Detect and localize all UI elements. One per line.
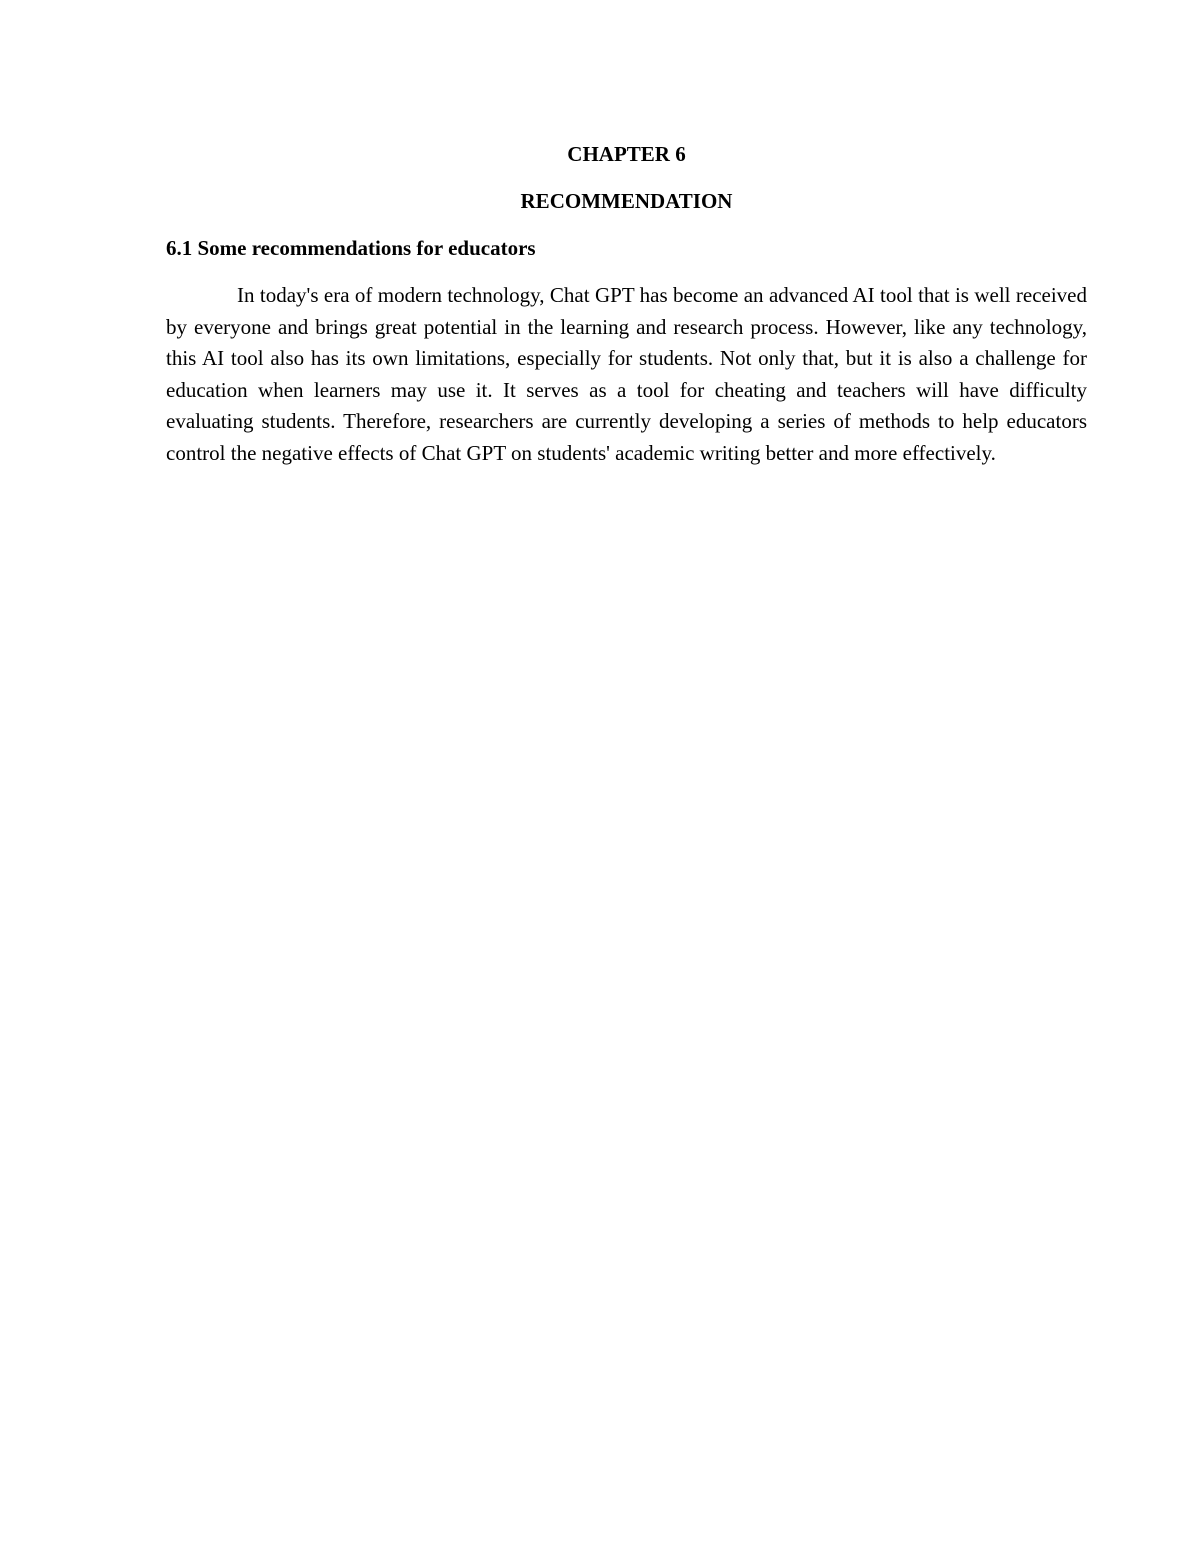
body-paragraph: In today's era of modern technology, Chat GPT has become an advanced AI tool that is well received by everyone and brings great potential in the learning and research process. However, like any technology, this AI tool also has its own limitations, especially for students. Not only that, but it is also a challenge for education when learners may use it. It serves as a tool for cheating and teachers will have difficulty evaluating students. Therefore, researchers are currently developing a series of methods to help educators control the negative effects of Chat GPT on students' academic writing better and more effectively. xyxy=(166,283,1087,465)
chapter-label: CHAPTER 6 xyxy=(567,142,686,166)
section-heading: 6.1 Some recommendations for educators xyxy=(166,236,536,260)
chapter-title: RECOMMENDATION xyxy=(520,189,733,213)
page-content xyxy=(166,138,1087,469)
